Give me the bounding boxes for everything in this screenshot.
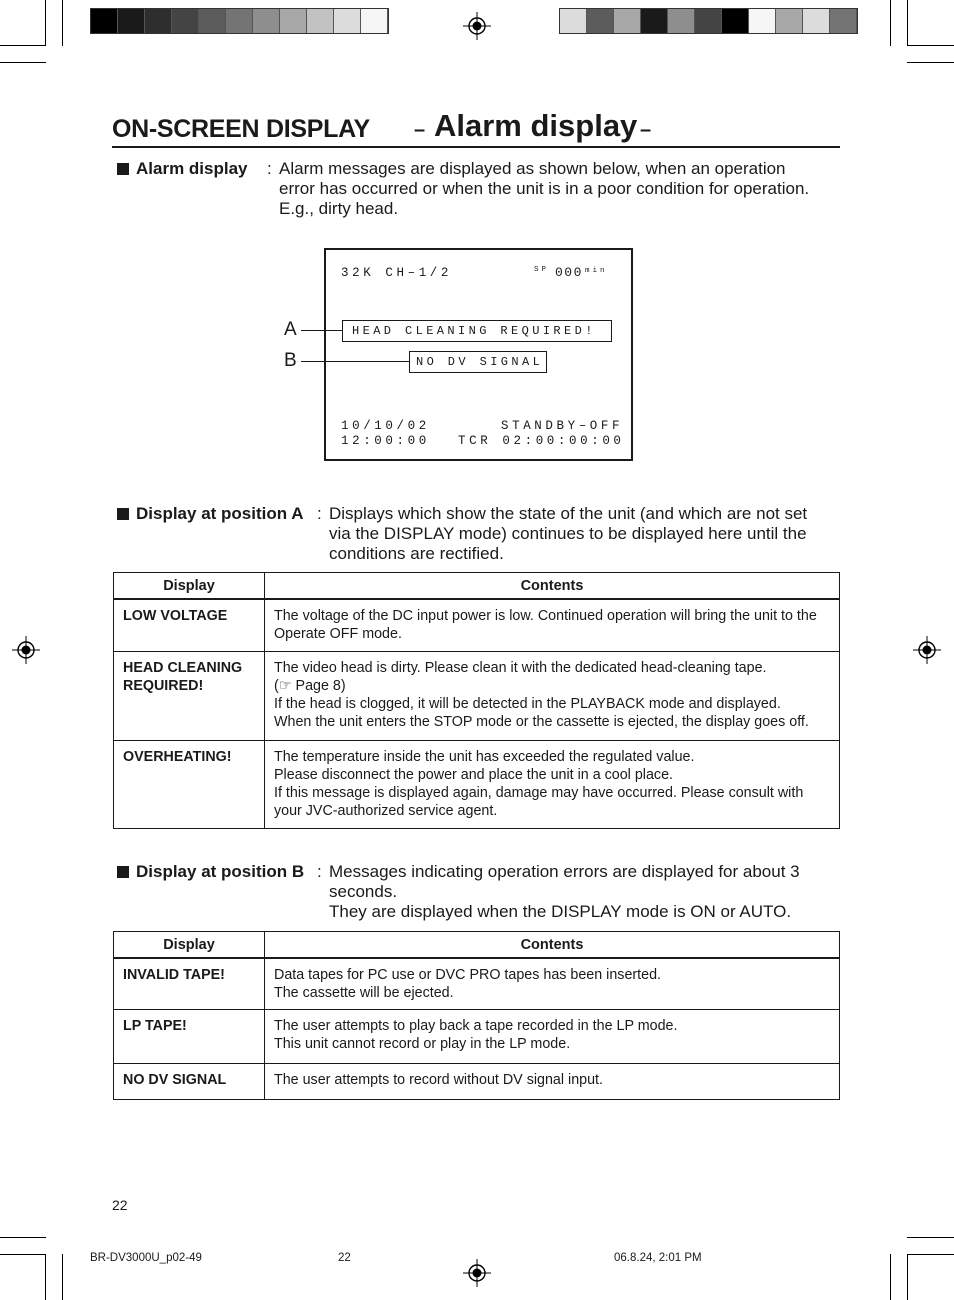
table-cell-contents: The voltage of the DC input power is low. Continued operation will bring the unit to the Operate OFF mode. [265,599,840,651]
table-cell-display: HEAD CLEANING REQUIRED! [114,651,265,740]
osd-counter: 000 [555,265,583,280]
color-swatch [253,9,280,33]
osd-time: 12:00:00 [341,434,430,448]
table-cell-display: LOW VOLTAGE [114,599,265,651]
table-cell-contents: The user attempts to play back a tape recorded in the LP mode. This unit cannot record or play in the LP mode. [265,1009,840,1063]
osd-message-b-box [409,351,547,373]
crop-mark [45,1254,46,1300]
color-swatch [307,9,334,33]
crop-mark [907,62,954,63]
crop-mark [907,45,954,46]
osd-message-b: NO DV SIGNAL [416,355,544,369]
crop-mark [0,1254,46,1255]
leader-line-a [301,330,342,331]
color-bar-left [90,8,389,34]
title-dash-end: – [640,119,652,141]
osd-tcr: TCR 02:00:00:00 [458,434,625,448]
table-row [114,740,840,828]
color-swatch [118,9,145,33]
registration-mark-icon [913,636,941,664]
color-bar-right [559,8,858,34]
position-a-label: A [284,319,297,340]
color-swatch [91,9,118,33]
section-b-text: Messages indicating operation errors are displayed for about 3 seconds. They are displayed when the DISPLAY mode is ON or AUTO. [329,862,800,921]
color-swatch [560,9,587,33]
footer-page: 22 [338,1252,351,1264]
table-cell-display: INVALID TAPE! [114,958,265,1009]
table-cell-display: LP TAPE! [114,1009,265,1063]
color-swatch [172,9,199,33]
square-bullet-icon [117,163,129,175]
osd-screen [324,248,633,461]
table-header-display: Display [114,573,265,600]
registration-mark-icon [463,1259,491,1287]
title-dash: – [414,119,426,141]
crop-mark [907,0,908,46]
position-b-table [113,931,840,1100]
osd-sp: SP [534,266,550,274]
square-bullet-icon [117,508,129,520]
position-a-table [113,572,840,829]
table-cell-display: OVERHEATING! [114,740,265,828]
color-swatch [226,9,253,33]
crop-mark [62,1254,63,1300]
section-a-colon: : [317,504,322,523]
color-swatch [668,9,695,33]
table-header-row [114,932,840,959]
table-cell-display: NO DV SIGNAL [114,1063,265,1099]
crop-mark [0,1237,46,1238]
color-swatch [722,9,749,33]
color-swatch [587,9,614,33]
intro-label: Alarm display [117,159,248,179]
crop-mark [890,1254,891,1300]
color-swatch [803,9,830,33]
osd-message-a: HEAD CLEANING REQUIRED! [352,324,596,338]
color-swatch [749,9,776,33]
section-a-text: Displays which show the state of the unit (and which are not set via the DISPLAY mode) continues to be displayed here until the conditions are rectified. [329,504,808,563]
page-number: 22 [112,1197,128,1213]
crop-mark [907,1254,908,1300]
position-b-label: B [284,350,297,371]
section-a-label: Display at position A [117,504,304,524]
registration-mark-icon [463,12,491,40]
crop-mark [907,1237,954,1238]
section-b-colon: : [317,862,322,881]
crop-mark [0,62,46,63]
square-bullet-icon [117,866,129,878]
page-title [112,110,840,148]
table-header-contents: Contents [265,932,840,959]
intro-text: Alarm messages are displayed as shown below, when an operation error has occurred or when the unit is in a poor condition for operation. E.g., dirty head. [279,159,810,218]
color-swatch [614,9,641,33]
color-swatch [641,9,668,33]
table-row [114,958,840,1009]
color-swatch [695,9,722,33]
registration-mark-icon [12,636,40,664]
crop-mark [0,45,46,46]
title-prefix: ON-SCREEN DISPLAY [112,115,370,143]
table-cell-contents: Data tapes for PC use or DVC PRO tapes has been inserted. The cassette will be ejected. [265,958,840,1009]
intro-colon: : [267,159,272,178]
footer-file: BR-DV3000U_p02-49 [90,1252,202,1264]
leader-line-b [301,361,409,362]
osd-standby: STANDBY–OFF [501,419,624,433]
crop-mark [45,0,46,46]
table-cell-contents: The video head is dirty. Please clean it with the dedicated head-cleaning tape. (☞ Page 8) If the head is clogged, it will be detected in the PLAYBACK mode and displayed. When the unit enters the STOP mode or the cassette is ejected, the display goes off. [265,651,840,740]
color-swatch [334,9,361,33]
color-swatch [776,9,803,33]
osd-message-a-box [342,320,612,342]
osd-date: 10/10/02 [341,419,430,433]
table-row [114,599,840,651]
color-swatch [280,9,307,33]
table-header-display: Display [114,932,265,959]
crop-mark [62,0,63,46]
color-swatch [145,9,172,33]
crop-mark [907,1254,954,1255]
table-row [114,651,840,740]
osd-min: min [585,267,608,275]
table-cell-contents: The user attempts to record without DV signal input. [265,1063,840,1099]
color-swatch [361,9,388,33]
title-main: Alarm display [434,108,638,143]
footer-timestamp: 06.8.24, 2:01 PM [614,1252,702,1264]
crop-mark [890,0,891,46]
color-swatch [199,9,226,33]
table-cell-contents: The temperature inside the unit has exceeded the regulated value. Please disconnect the power and place the unit in a cool place. If this message is displayed again, damage may have occurred. Please consult with your JVC-authorized service agent. [265,740,840,828]
osd-audio-channel: 32K CH–1/2 [341,266,453,280]
table-header-row [114,573,840,600]
section-b-label: Display at position B [117,862,304,882]
color-swatch [830,9,857,33]
table-row [114,1063,840,1099]
table-header-contents: Contents [265,573,840,600]
table-row [114,1009,840,1063]
